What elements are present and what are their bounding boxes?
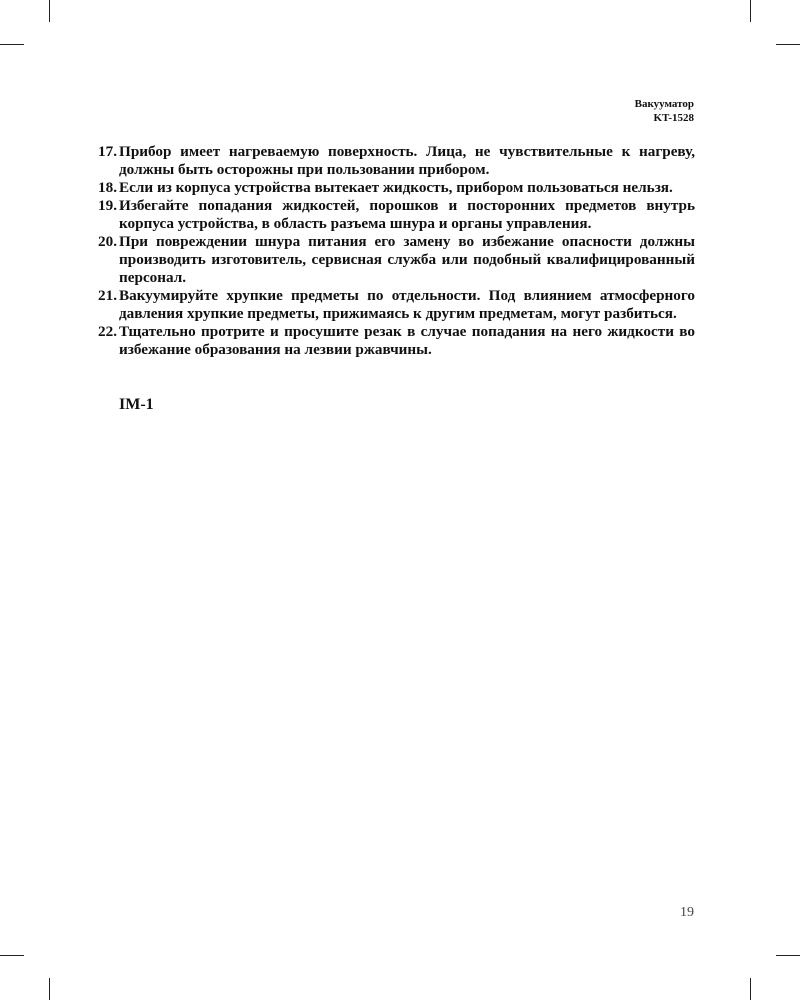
product-title: Вакууматор <box>634 98 694 110</box>
manual-code: IM-1 <box>119 396 154 413</box>
crop-mark <box>49 978 50 1000</box>
product-model: KT-1528 <box>653 112 694 124</box>
item-text: Вакуумируйте хрупкие предметы по отдельности. Под влиянием атмосферного давления хрупкие предметы, прижимаясь к другим предметам, могут разбиться. <box>119 287 695 322</box>
list-item <box>90 179 695 197</box>
item-number: 20. <box>98 233 117 250</box>
crop-mark <box>0 44 24 45</box>
item-number: 17. <box>98 143 117 160</box>
item-number: 19. <box>98 197 117 214</box>
item-number: 18. <box>98 179 117 196</box>
item-number: 21. <box>98 287 117 304</box>
crop-mark <box>750 978 751 1000</box>
crop-mark <box>750 0 751 22</box>
list-item <box>90 323 695 359</box>
crop-mark <box>49 0 50 22</box>
item-text: Избегайте попадания жидкостей, порошков и посторонних предметов внутрь корпуса устройства, в область разъема шнура и органы управления. <box>119 197 695 232</box>
running-header <box>635 97 694 125</box>
list-item <box>90 143 695 179</box>
list-item <box>90 287 695 323</box>
safety-instructions-list <box>90 143 695 359</box>
list-item <box>90 233 695 287</box>
list-item <box>90 197 695 233</box>
page-number: 19 <box>680 905 694 920</box>
item-text: Если из корпуса устройства вытекает жидкость, прибором пользоваться нельзя. <box>119 179 673 196</box>
crop-mark <box>776 44 800 45</box>
item-text: Тщательно протрите и просушите резак в случае попадания на него жидкости во избежание образования на лезвии ржавчины. <box>119 323 695 358</box>
item-text: При повреждении шнура питания его замену во избежание опасности должны производить изготовитель, сервисная служба или подобный квалифицированный персонал. <box>119 233 695 286</box>
crop-mark <box>0 955 24 956</box>
item-text: Прибор имеет нагреваемую поверхность. Лица, не чувствительные к нагреву, должны быть осторожны при пользовании прибором. <box>119 143 695 178</box>
item-number: 22. <box>98 323 117 340</box>
crop-mark <box>776 955 800 956</box>
